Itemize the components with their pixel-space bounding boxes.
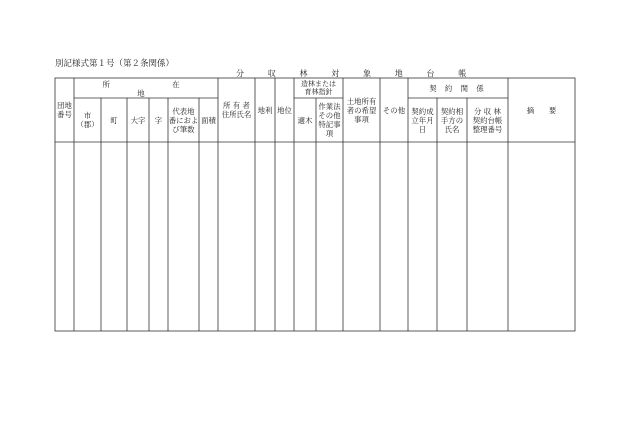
col-other: その他	[382, 105, 406, 115]
col-owner: 所 有 者 住所氏名	[221, 101, 252, 119]
col-land-use: 地利	[257, 105, 273, 115]
col-remarks: 摘 要	[526, 105, 557, 115]
forestation-group-header: 造林または 育林指針	[301, 79, 336, 96]
col-area: 面積	[201, 115, 216, 125]
form-label: 別記様式第１号（第２条関係）	[55, 59, 175, 69]
col-oaza: 大字	[130, 115, 146, 125]
col-representative-lot: 代表地 番におよ び筆数	[168, 106, 199, 134]
ledger-title: 分 収 林 対 象 地 台 帳	[236, 69, 477, 78]
location-group-header: 所 在 地	[102, 79, 242, 98]
col-contract-partner: 契約相 手方の 氏名	[440, 106, 464, 134]
col-owner-wish: 土地所有 者の希望 事項	[346, 96, 377, 124]
col-lot-number: 団地 番号	[57, 101, 72, 119]
col-contract-date: 契約成 立年月 日	[411, 106, 434, 134]
col-land-rank: 地位	[277, 105, 292, 115]
col-suitable-species: 適木	[297, 115, 313, 125]
col-aza: 字	[154, 115, 163, 125]
col-ledger-number: 分 収 林 契約台帳 整理番号	[472, 106, 503, 134]
col-city: 市 （郡）	[76, 111, 99, 129]
contract-group-header: 契 約 関 係	[429, 84, 487, 93]
col-town: 町	[110, 115, 118, 125]
col-work-method: 作業法 その他 特記事 項	[318, 102, 341, 138]
